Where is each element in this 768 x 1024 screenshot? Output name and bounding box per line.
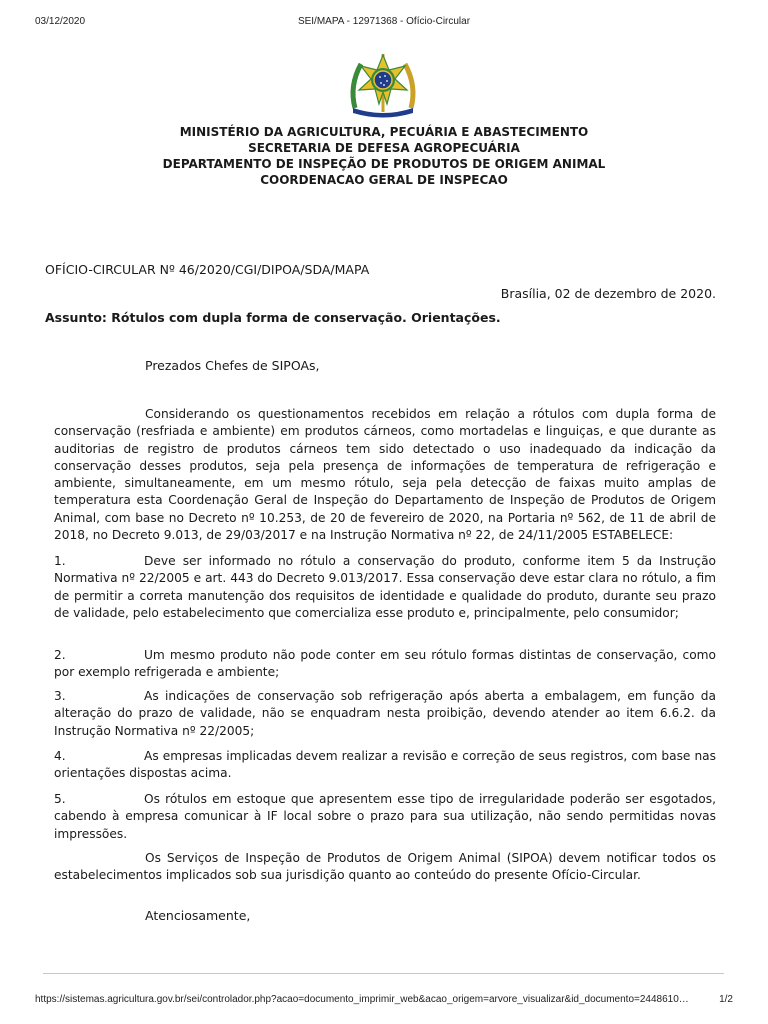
list-item — [54, 791, 716, 843]
footer-divider — [43, 973, 724, 974]
secretariat-name: SECRETARIA DE DEFESA AGROPECUÁRIA — [248, 141, 520, 155]
list-item — [54, 748, 716, 783]
item-text: Deve ser informado no rótulo a conservação do produto, conforme item 5 da Instrução Normativa nº 22/2005 e art. 443 do Decreto 9.013/2017. Essa conservação deve estar clara no rótulo, a fim de permitir a correta manutenção dos requisitos de identidade e qualidade do produto, durante seu prazo de validade, pelo estabelecimento que comercializa esse produto e, principalmente, pelo consumidor; — [54, 554, 716, 620]
intro-paragraph: Considerando os questionamentos recebidos em relação a rótulos com dupla forma de conservação (resfriada e ambiente) em produtos cárneos, como mortadelas e linguiças, e que durante as auditorias de registro de produtos cárneos tem sido detectado o uso inadequado da indicação da conservação desses produtos, seja pela presença de informações de temperatura de refrigeração e ambiente, simultaneamente, em um mesmo rótulo, seja pela detecção de faixas muito amplas de temperatura esta Coordenação Geral de Inspeção do Departamento de Inspeção de Produtos de Origem Animal, com base no Decreto nº 10.253, de 20 de fevereiro de 2020, na Portaria nº 562, de 11 de abril de 2018, no Decreto 9.013, de 29/03/2017 e na Instrução Normativa nº 22, de 24/11/2005 ESTABELECE: — [54, 407, 716, 543]
closing-paragraph: Os Serviços de Inspeção de Produtos de Origem Animal (SIPOA) devem notificar todos os estabelecimentos implicados sob sua jurisdição quanto ao conteúdo do presente Ofício-Circular. — [54, 851, 716, 883]
document-subject: Assunto: Rótulos com dupla forma de conservação. Orientações. — [45, 310, 501, 325]
sign-off: Atenciosamente, — [145, 908, 251, 923]
item-number: 1. — [54, 554, 66, 568]
salutation: Prezados Chefes de SIPOAs, — [145, 358, 320, 373]
item-number: 2. — [54, 648, 66, 662]
item-number: 3. — [54, 689, 66, 703]
department-name: DEPARTAMENTO DE INSPEÇÃO DE PRODUTOS DE ORIGEM ANIMAL — [162, 157, 606, 171]
ministry-name: MINISTÉRIO DA AGRICULTURA, PECUÁRIA E ABASTECIMENTO — [179, 125, 589, 139]
item-text: Um mesmo produto não pode conter em seu rótulo formas distintas de conservação, como por exemplo refrigerada e ambiente; — [54, 648, 716, 680]
page-number: 1/2 — [719, 994, 733, 1005]
print-date: 03/12/2020 — [35, 16, 86, 27]
document-url-link[interactable]: https://sistemas.agricultura.gov.br/sei/controlador.php?acao=documento_imprimir_web&acao_origem=arvore_visualizar&id_documento=2448610… — [35, 994, 689, 1005]
list-item — [54, 688, 716, 740]
brazil-coat-of-arms-icon — [345, 50, 421, 120]
item-number: 4. — [54, 749, 66, 763]
print-header — [35, 16, 733, 30]
list-item — [54, 553, 716, 622]
coordination-name: COORDENACAO GERAL DE INSPECAO — [260, 173, 508, 187]
item-text: Os rótulos em estoque que apresentem esse tipo de irregularidade poderão ser esgotados, cabendo à empresa comunicar à IF local sobre o prazo para sua utilização, não sendo permitidas novas impressões. — [54, 792, 716, 841]
list-item — [54, 647, 716, 682]
institution-heading — [40, 124, 728, 188]
print-title: SEI/MAPA - 12971368 - Ofício-Circular — [297, 16, 471, 27]
print-footer — [35, 994, 733, 1008]
place-date: Brasília, 02 de dezembro de 2020. — [500, 286, 716, 301]
item-text: As indicações de conservação sob refrigeração após aberta a embalagem, em função da alteração do prazo de validade, não se enquadram nesta proibição, devendo atender ao item 6.6.2. da Instrução Normativa nº 22/2005; — [54, 689, 716, 738]
document-number: OFÍCIO-CIRCULAR Nº 46/2020/CGI/DIPOA/SDA/MAPA — [45, 262, 370, 277]
item-number: 5. — [54, 792, 66, 806]
item-text: As empresas implicadas devem realizar a revisão e correção de seus registros, com base nas orientações dispostas acima. — [54, 749, 716, 781]
